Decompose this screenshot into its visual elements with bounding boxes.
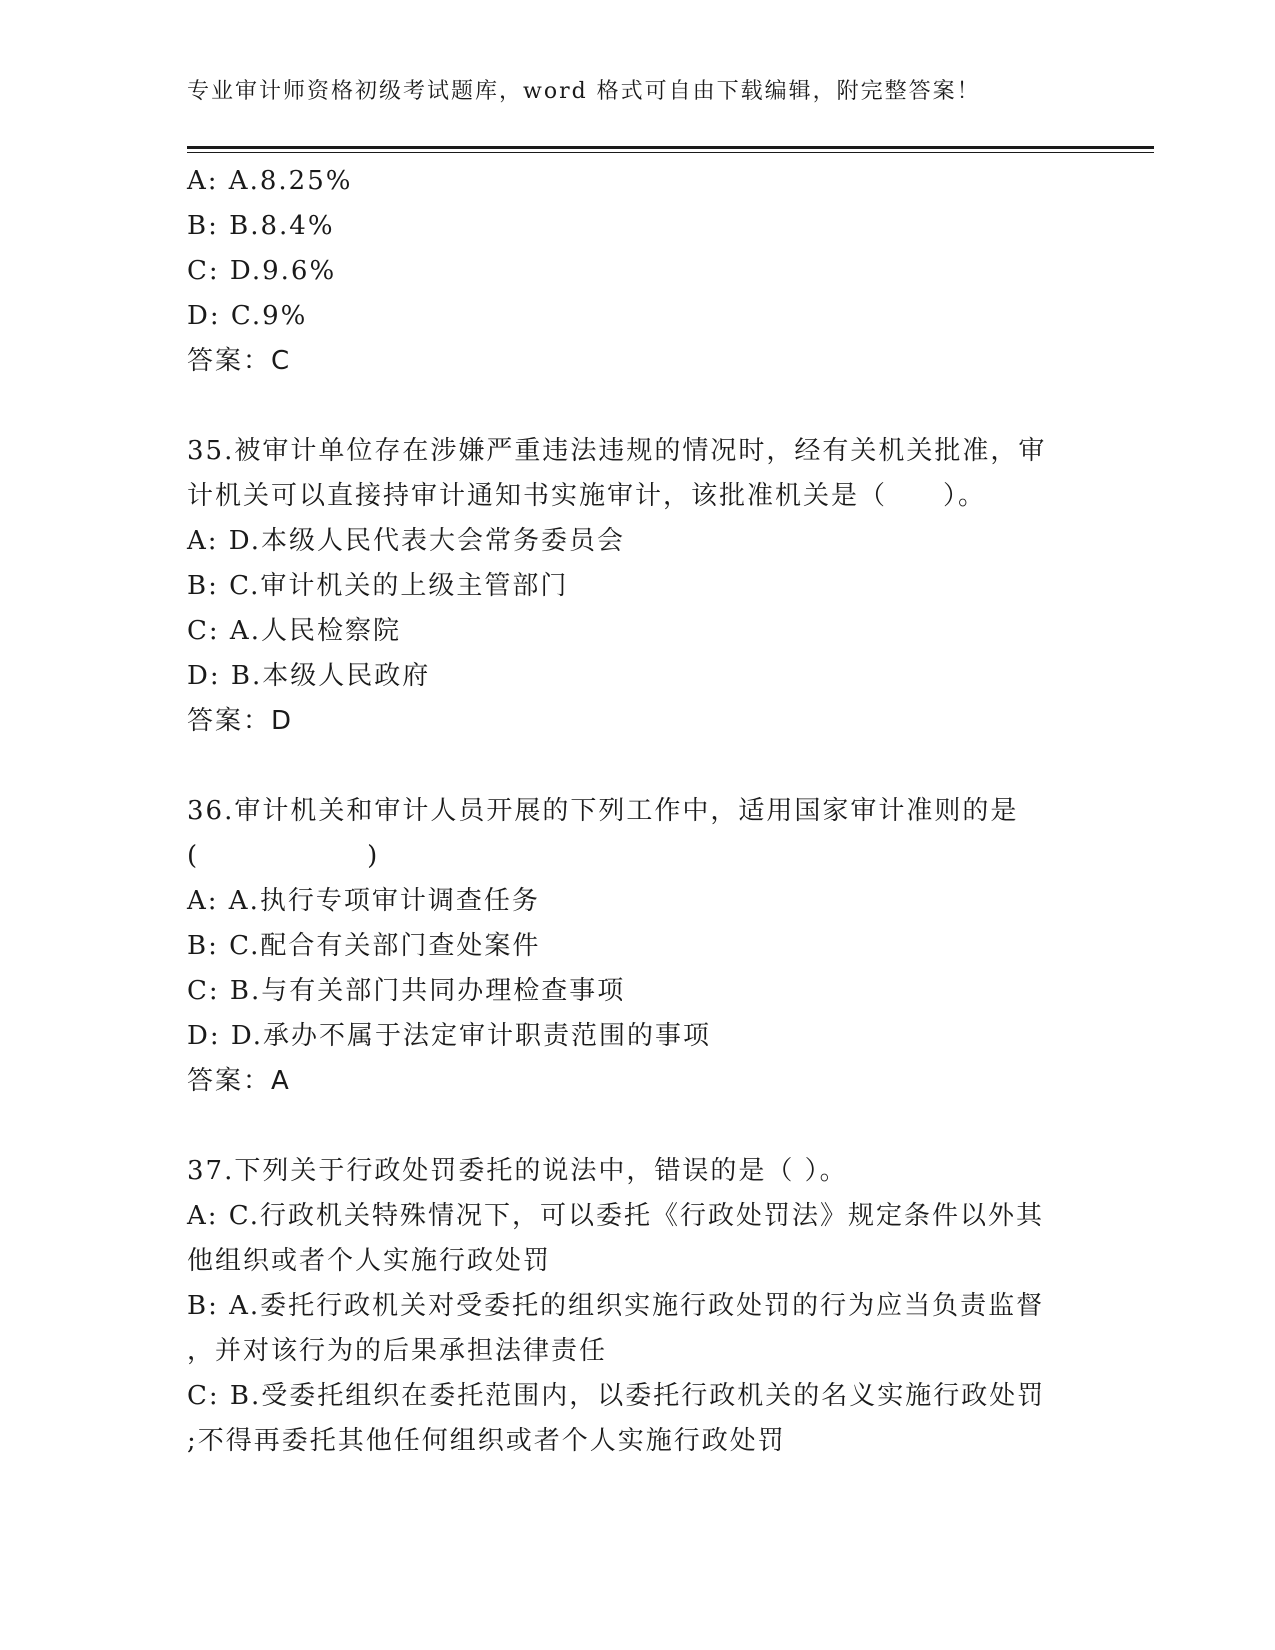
option-c: C: A.人民检察院 xyxy=(187,616,401,646)
option-b: B: B.8.4% xyxy=(187,211,335,241)
question-36-stem-cont: ( ) xyxy=(187,841,380,871)
header-rule-thin xyxy=(187,152,1154,153)
option-a: A: A.8.25% xyxy=(187,166,353,196)
option-b: B: A.委托行政机关对受委托的组织实施行政处罚的行为应当负责监督 xyxy=(187,1291,1045,1321)
option-c: C: D.9.6% xyxy=(187,256,337,286)
option-c: C: B.受委托组织在委托范围内，以委托行政机关的名义实施行政处罚 xyxy=(187,1381,1046,1411)
option-a: A: C.行政机关特殊情况下，可以委托《行政处罚法》规定条件以外其 xyxy=(187,1201,1045,1231)
option-c: C: B.与有关部门共同办理检查事项 xyxy=(187,976,626,1006)
option-b: B: C.审计机关的上级主管部门 xyxy=(187,571,569,601)
option-b-cont: ，并对该行为的后果承担法律责任 xyxy=(187,1336,608,1366)
option-d: D: B.本级人民政府 xyxy=(187,661,431,691)
option-d: D: C.9% xyxy=(187,301,308,331)
spacer xyxy=(187,744,1087,789)
page-header: 专业审计师资格初级考试题库，word 格式可自由下载编辑，附完整答案！ xyxy=(187,79,981,104)
option-a: A: A.执行专项审计调查任务 xyxy=(187,886,540,916)
option-c-cont: ;不得再委托其他任何组织或者个人实施行政处罚 xyxy=(187,1426,786,1456)
answer-line: 答案：A xyxy=(187,1066,291,1096)
option-a-cont: 他组织或者个人实施行政处罚 xyxy=(187,1246,552,1276)
option-a: A: D.本级人民代表大会常务委员会 xyxy=(187,526,625,556)
question-35-stem: 35.被审计单位存在涉嫌严重违法违规的情况时，经有关机关批准，审 xyxy=(187,436,1047,466)
question-content xyxy=(187,159,1087,1464)
spacer xyxy=(187,384,1087,429)
question-37-stem: 37.下列关于行政处罚委托的说法中，错误的是（ ）。 xyxy=(187,1156,848,1186)
header-rule-thick xyxy=(187,146,1154,149)
spacer xyxy=(187,1104,1087,1149)
answer-line: 答案：C xyxy=(187,346,292,376)
option-b: B: C.配合有关部门查处案件 xyxy=(187,931,541,961)
option-d: D: D.承办不属于法定审计职责范围的事项 xyxy=(187,1021,712,1051)
question-35-stem-cont: 计机关可以直接持审计通知书实施审计，该批准机关是（ ）。 xyxy=(187,481,987,511)
answer-line: 答案：D xyxy=(187,706,294,736)
question-36-stem: 36.审计机关和审计人员开展的下列工作中，适用国家审计准则的是 xyxy=(187,796,1019,826)
